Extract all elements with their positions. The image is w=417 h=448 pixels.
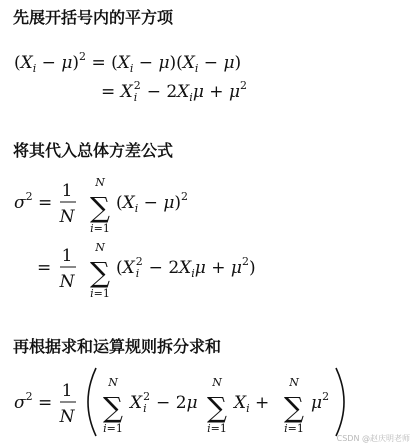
svg-text:i=1: i=1 [90, 222, 110, 235]
svg-text:N: N [59, 272, 75, 292]
svg-text:N: N [59, 207, 75, 227]
section-heading-expand-square: 先展开括号内的平方项 [13, 8, 174, 27]
svg-text:(X2i − 2Xiμ + μ2): ($X^2$ $i - 2X_i\mu + \mu^2$) [116, 255, 256, 280]
svg-text:N: N [108, 376, 118, 389]
svg-text:N: N [95, 176, 105, 189]
svg-text:i=1: i=1 [103, 422, 123, 435]
svg-text:∑: ∑ [207, 391, 227, 424]
svg-text:i=1: i=1 [284, 422, 304, 435]
svg-text:i=1: i=1 [207, 422, 227, 435]
svg-text:N: N [289, 376, 299, 389]
svg-text:σ2 =: $\sigma^2$ = [14, 390, 53, 413]
svg-text:i=1: i=1 [90, 287, 110, 300]
svg-text:∑: ∑ [103, 391, 123, 424]
svg-text:∑: ∑ [90, 256, 110, 289]
svg-text:1: 1 [61, 246, 73, 266]
svg-text:1: 1 [61, 381, 73, 401]
section-heading-substitute-variance: 将其代入总体方差公式 [13, 141, 174, 160]
svg-text:(Xi − μ)2: $(X_i - \mu)^2$ [116, 190, 189, 215]
svg-text:μ2: $\mu^2$ [311, 390, 330, 413]
equation-variance-expanded [37, 241, 256, 300]
svg-text:X2i − 2μ: $X^2$ i − 2μ [130, 390, 198, 415]
section-heading-split-summation: 再根据求和运算规则拆分求和 [13, 337, 222, 356]
svg-text:= X2i − 2Xiμ + μ2: = $X^2$ $i - 2X_i\mu + \mu^2$ [101, 79, 247, 104]
svg-text:N: N [212, 376, 222, 389]
svg-text:N: N [59, 407, 75, 427]
svg-text:∑: ∑ [90, 191, 110, 224]
svg-text:(Xi − μ)2 = (Xi − μ)(Xi − μ): $(X_i - \mu)^2 = (X_i - \mu)(X_i - \mu)$ [14, 50, 242, 75]
svg-text:N: N [95, 241, 105, 254]
svg-text:=: = [37, 258, 52, 278]
svg-text:σ2 =: $\sigma^2$ = [14, 190, 53, 213]
equation-square-result [101, 79, 247, 104]
watermark: CSDN @赵庆明老师 [336, 434, 410, 443]
equation-population-variance [14, 176, 188, 235]
equation-split-summation [14, 368, 344, 436]
equation-square-expansion [14, 50, 241, 75]
svg-text:∑: ∑ [284, 391, 304, 424]
svg-text:1: 1 [61, 181, 73, 201]
svg-text:Xi +: $X_i$ + [234, 393, 270, 415]
